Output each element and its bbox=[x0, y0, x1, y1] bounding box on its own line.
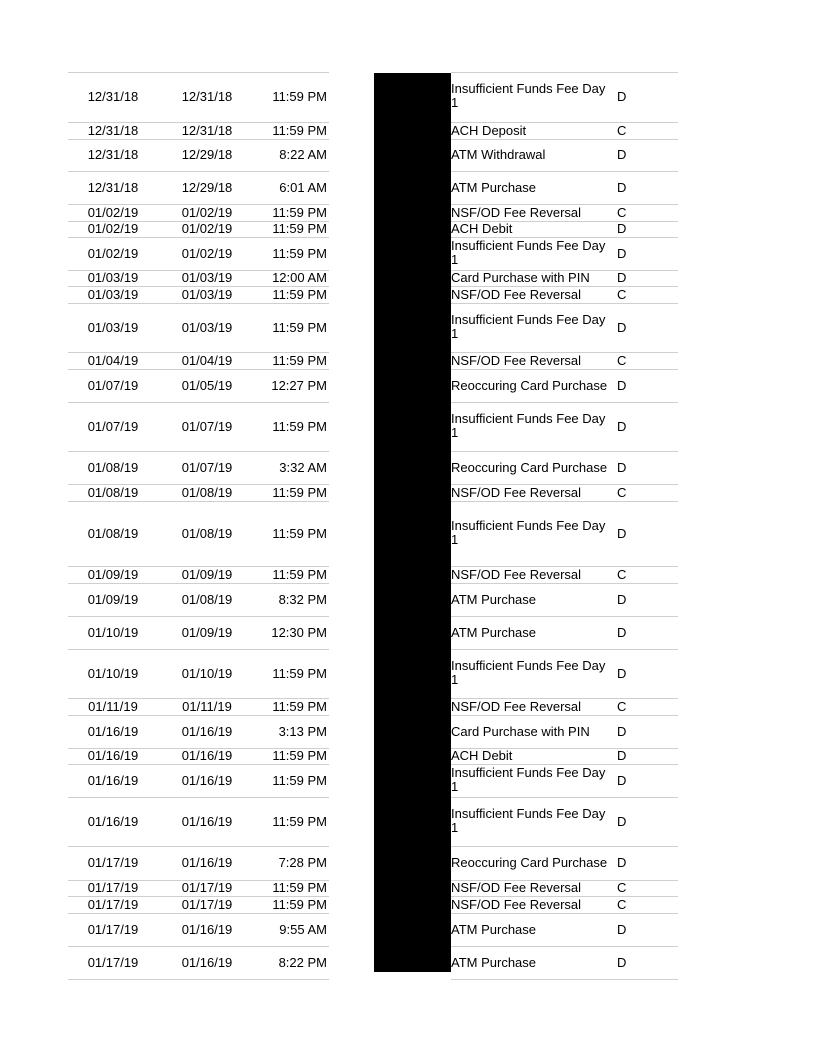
type-cell: C bbox=[617, 286, 627, 302]
row-divider bbox=[451, 715, 678, 716]
description-cell: ACH Debit bbox=[451, 748, 513, 763]
row-divider bbox=[68, 946, 329, 947]
row-divider bbox=[68, 649, 329, 650]
type-cell: D bbox=[617, 270, 627, 285]
description-cell: NSF/OD Fee Reversal bbox=[451, 352, 582, 368]
type-cell: C bbox=[617, 352, 627, 368]
transaction-date-cell: 01/02/19 bbox=[181, 245, 233, 261]
transaction-date-cell: 01/16/19 bbox=[181, 921, 233, 937]
row-divider bbox=[68, 237, 329, 238]
posted-date-cell: 01/09/19 bbox=[87, 566, 139, 582]
posted-date-cell: 01/03/19 bbox=[87, 286, 139, 302]
time-cell: 11:59 PM bbox=[272, 525, 327, 541]
type-cell: D bbox=[617, 921, 627, 937]
description-cell: Insufficient Funds Fee Day 1 bbox=[451, 311, 606, 341]
transaction-date-cell: 01/16/19 bbox=[181, 855, 233, 870]
row-divider bbox=[451, 649, 678, 650]
transaction-date-cell: 01/07/19 bbox=[181, 418, 233, 434]
posted-date-cell: 01/10/19 bbox=[87, 665, 139, 681]
row-divider bbox=[451, 139, 678, 140]
posted-date-cell: 01/02/19 bbox=[87, 221, 139, 236]
row-divider bbox=[451, 979, 678, 980]
posted-date-cell: 01/17/19 bbox=[87, 921, 139, 937]
row-divider bbox=[451, 171, 678, 172]
description-cell: Reoccuring Card Purchase bbox=[451, 377, 608, 393]
type-cell: C bbox=[617, 880, 627, 895]
posted-date-cell: 01/16/19 bbox=[87, 813, 139, 829]
type-cell: D bbox=[617, 418, 627, 434]
description-cell: NSF/OD Fee Reversal bbox=[451, 484, 582, 500]
type-cell: D bbox=[617, 245, 627, 261]
redaction-block bbox=[374, 73, 451, 972]
posted-date-cell: 01/03/19 bbox=[87, 270, 139, 285]
transaction-date-cell: 01/04/19 bbox=[181, 352, 233, 368]
row-divider bbox=[451, 369, 678, 370]
type-cell: D bbox=[617, 665, 627, 681]
time-cell: 11:59 PM bbox=[272, 221, 327, 236]
posted-date-cell: 01/17/19 bbox=[87, 855, 139, 870]
time-cell: 6:01 AM bbox=[279, 179, 327, 195]
transaction-date-cell: 12/31/18 bbox=[181, 122, 233, 138]
transaction-date-cell: 12/29/18 bbox=[181, 179, 233, 195]
row-divider bbox=[451, 451, 678, 452]
type-cell: D bbox=[617, 772, 627, 788]
description-cell: ATM Purchase bbox=[451, 954, 537, 970]
row-divider bbox=[68, 764, 329, 765]
description-cell: NSF/OD Fee Reversal bbox=[451, 286, 582, 302]
time-cell: 11:59 PM bbox=[272, 880, 327, 895]
row-divider bbox=[451, 797, 678, 798]
posted-date-cell: 01/09/19 bbox=[87, 591, 139, 607]
posted-date-cell: 12/31/18 bbox=[87, 147, 139, 162]
transaction-date-cell: 01/05/19 bbox=[181, 377, 233, 393]
row-divider bbox=[451, 946, 678, 947]
description-cell: ATM Purchase bbox=[451, 921, 537, 937]
posted-date-cell: 01/16/19 bbox=[87, 723, 139, 739]
transaction-date-cell: 01/09/19 bbox=[181, 624, 233, 640]
transaction-date-cell: 01/03/19 bbox=[181, 286, 233, 302]
posted-date-cell: 01/10/19 bbox=[87, 624, 139, 640]
row-divider bbox=[68, 583, 329, 584]
type-cell: D bbox=[617, 624, 627, 640]
description-cell: Insufficient Funds Fee Day 1 bbox=[451, 805, 606, 835]
type-cell: D bbox=[617, 319, 627, 335]
posted-date-cell: 01/07/19 bbox=[87, 418, 139, 434]
row-divider bbox=[68, 846, 329, 847]
time-cell: 11:59 PM bbox=[272, 122, 327, 138]
row-divider bbox=[68, 72, 329, 73]
transaction-date-cell: 01/10/19 bbox=[181, 665, 233, 681]
posted-date-cell: 01/16/19 bbox=[87, 772, 139, 788]
transaction-date-cell: 01/03/19 bbox=[181, 319, 233, 335]
time-cell: 11:59 PM bbox=[272, 286, 327, 302]
transaction-date-cell: 12/29/18 bbox=[181, 147, 233, 162]
type-cell: D bbox=[617, 525, 627, 541]
time-cell: 11:59 PM bbox=[272, 245, 327, 261]
posted-date-cell: 01/07/19 bbox=[87, 377, 139, 393]
time-cell: 7:28 PM bbox=[278, 855, 327, 870]
transaction-date-cell: 01/03/19 bbox=[181, 270, 233, 285]
type-cell: C bbox=[617, 566, 627, 582]
description-cell: NSF/OD Fee Reversal bbox=[451, 880, 582, 895]
row-divider bbox=[451, 501, 678, 502]
posted-date-cell: 12/31/18 bbox=[87, 122, 139, 138]
description-cell: Insufficient Funds Fee Day 1 bbox=[451, 764, 606, 794]
description-cell: ACH Deposit bbox=[451, 122, 527, 138]
type-cell: D bbox=[617, 813, 627, 829]
description-cell: Insufficient Funds Fee Day 1 bbox=[451, 81, 606, 110]
type-cell: D bbox=[617, 748, 627, 763]
time-cell: 3:13 PM bbox=[278, 723, 327, 739]
type-cell: C bbox=[617, 204, 627, 220]
description-cell: Reoccuring Card Purchase bbox=[451, 855, 608, 870]
row-divider bbox=[451, 616, 678, 617]
posted-date-cell: 01/02/19 bbox=[87, 204, 139, 220]
description-cell: Insufficient Funds Fee Day 1 bbox=[451, 237, 606, 267]
row-divider bbox=[451, 303, 678, 304]
row-divider bbox=[68, 715, 329, 716]
time-cell: 11:59 PM bbox=[272, 319, 327, 335]
time-cell: 11:59 PM bbox=[272, 813, 327, 829]
description-cell: ATM Purchase bbox=[451, 624, 537, 640]
row-divider bbox=[68, 797, 329, 798]
type-cell: D bbox=[617, 89, 627, 104]
row-divider bbox=[68, 979, 329, 980]
posted-date-cell: 01/08/19 bbox=[87, 459, 139, 475]
description-cell: Insufficient Funds Fee Day 1 bbox=[451, 657, 606, 687]
transaction-date-cell: 01/07/19 bbox=[181, 459, 233, 475]
transaction-date-cell: 01/16/19 bbox=[181, 748, 233, 763]
row-divider bbox=[68, 913, 329, 914]
transaction-date-cell: 01/17/19 bbox=[181, 880, 233, 895]
row-divider bbox=[451, 846, 678, 847]
type-cell: D bbox=[617, 179, 627, 195]
transaction-date-cell: 01/16/19 bbox=[181, 813, 233, 829]
row-divider bbox=[68, 139, 329, 140]
time-cell: 12:00 AM bbox=[272, 270, 327, 285]
row-divider bbox=[68, 616, 329, 617]
row-divider bbox=[68, 451, 329, 452]
type-cell: D bbox=[617, 855, 627, 870]
type-cell: C bbox=[617, 698, 627, 714]
time-cell: 11:59 PM bbox=[272, 352, 327, 368]
transaction-date-cell: 01/08/19 bbox=[181, 484, 233, 500]
posted-date-cell: 12/31/18 bbox=[87, 179, 139, 195]
posted-date-cell: 01/08/19 bbox=[87, 484, 139, 500]
transaction-date-cell: 01/02/19 bbox=[181, 204, 233, 220]
time-cell: 8:22 PM bbox=[278, 954, 327, 970]
time-cell: 11:59 PM bbox=[272, 566, 327, 582]
time-cell: 11:59 PM bbox=[272, 748, 327, 763]
row-divider bbox=[68, 501, 329, 502]
transaction-date-cell: 01/16/19 bbox=[181, 723, 233, 739]
description-cell: ATM Withdrawal bbox=[451, 147, 546, 162]
time-cell: 11:59 PM bbox=[272, 896, 327, 912]
description-cell: Card Purchase with PIN bbox=[451, 270, 590, 285]
transaction-date-cell: 01/16/19 bbox=[181, 772, 233, 788]
transaction-date-cell: 01/09/19 bbox=[181, 566, 233, 582]
transaction-date-cell: 12/31/18 bbox=[181, 89, 233, 104]
description-cell: NSF/OD Fee Reversal bbox=[451, 896, 582, 912]
time-cell: 11:59 PM bbox=[272, 698, 327, 714]
posted-date-cell: 01/17/19 bbox=[87, 896, 139, 912]
time-cell: 11:59 PM bbox=[272, 665, 327, 681]
type-cell: C bbox=[617, 484, 627, 500]
type-cell: D bbox=[617, 221, 627, 236]
transaction-date-cell: 01/08/19 bbox=[181, 525, 233, 541]
row-divider bbox=[68, 402, 329, 403]
transaction-date-cell: 01/02/19 bbox=[181, 221, 233, 236]
type-cell: D bbox=[617, 954, 627, 970]
posted-date-cell: 01/03/19 bbox=[87, 319, 139, 335]
row-divider bbox=[68, 171, 329, 172]
transaction-date-cell: 01/08/19 bbox=[181, 591, 233, 607]
time-cell: 8:32 PM bbox=[278, 591, 327, 607]
description-cell: Insufficient Funds Fee Day 1 bbox=[451, 517, 606, 547]
description-cell: NSF/OD Fee Reversal bbox=[451, 566, 582, 582]
time-cell: 12:27 PM bbox=[271, 377, 327, 393]
type-cell: D bbox=[617, 147, 627, 162]
time-cell: 11:59 PM bbox=[272, 418, 327, 434]
posted-date-cell: 01/04/19 bbox=[87, 352, 139, 368]
time-cell: 11:59 PM bbox=[272, 484, 327, 500]
description-cell: NSF/OD Fee Reversal bbox=[451, 698, 582, 714]
time-cell: 12:30 PM bbox=[271, 624, 327, 640]
posted-date-cell: 01/17/19 bbox=[87, 880, 139, 895]
row-divider bbox=[451, 583, 678, 584]
row-divider bbox=[68, 303, 329, 304]
transaction-date-cell: 01/11/19 bbox=[182, 698, 232, 714]
posted-date-cell: 01/16/19 bbox=[87, 748, 139, 763]
posted-date-cell: 01/11/19 bbox=[88, 698, 138, 714]
row-divider bbox=[451, 913, 678, 914]
posted-date-cell: 01/17/19 bbox=[87, 954, 139, 970]
description-cell: NSF/OD Fee Reversal bbox=[451, 204, 582, 220]
type-cell: C bbox=[617, 122, 627, 138]
type-cell: C bbox=[617, 896, 627, 912]
time-cell: 11:59 PM bbox=[272, 89, 327, 104]
time-cell: 11:59 PM bbox=[272, 204, 327, 220]
time-cell: 11:59 PM bbox=[272, 772, 327, 788]
row-divider bbox=[451, 72, 678, 73]
transaction-date-cell: 01/17/19 bbox=[181, 896, 233, 912]
description-cell: Card Purchase with PIN bbox=[451, 723, 590, 739]
row-divider bbox=[451, 402, 678, 403]
time-cell: 3:32 AM bbox=[279, 459, 327, 475]
type-cell: D bbox=[617, 591, 627, 607]
description-cell: Insufficient Funds Fee Day 1 bbox=[451, 410, 606, 440]
description-cell: ATM Purchase bbox=[451, 179, 537, 195]
posted-date-cell: 12/31/18 bbox=[87, 89, 139, 104]
time-cell: 8:22 AM bbox=[279, 147, 327, 162]
description-cell: ATM Purchase bbox=[451, 591, 537, 607]
type-cell: D bbox=[617, 377, 627, 393]
posted-date-cell: 01/08/19 bbox=[87, 525, 139, 541]
description-cell: ACH Debit bbox=[451, 221, 513, 236]
row-divider bbox=[68, 369, 329, 370]
type-cell: D bbox=[617, 723, 627, 739]
time-cell: 9:55 AM bbox=[279, 921, 327, 937]
posted-date-cell: 01/02/19 bbox=[87, 245, 139, 261]
transaction-date-cell: 01/16/19 bbox=[181, 954, 233, 970]
description-cell: Reoccuring Card Purchase bbox=[451, 459, 608, 475]
type-cell: D bbox=[617, 459, 627, 475]
